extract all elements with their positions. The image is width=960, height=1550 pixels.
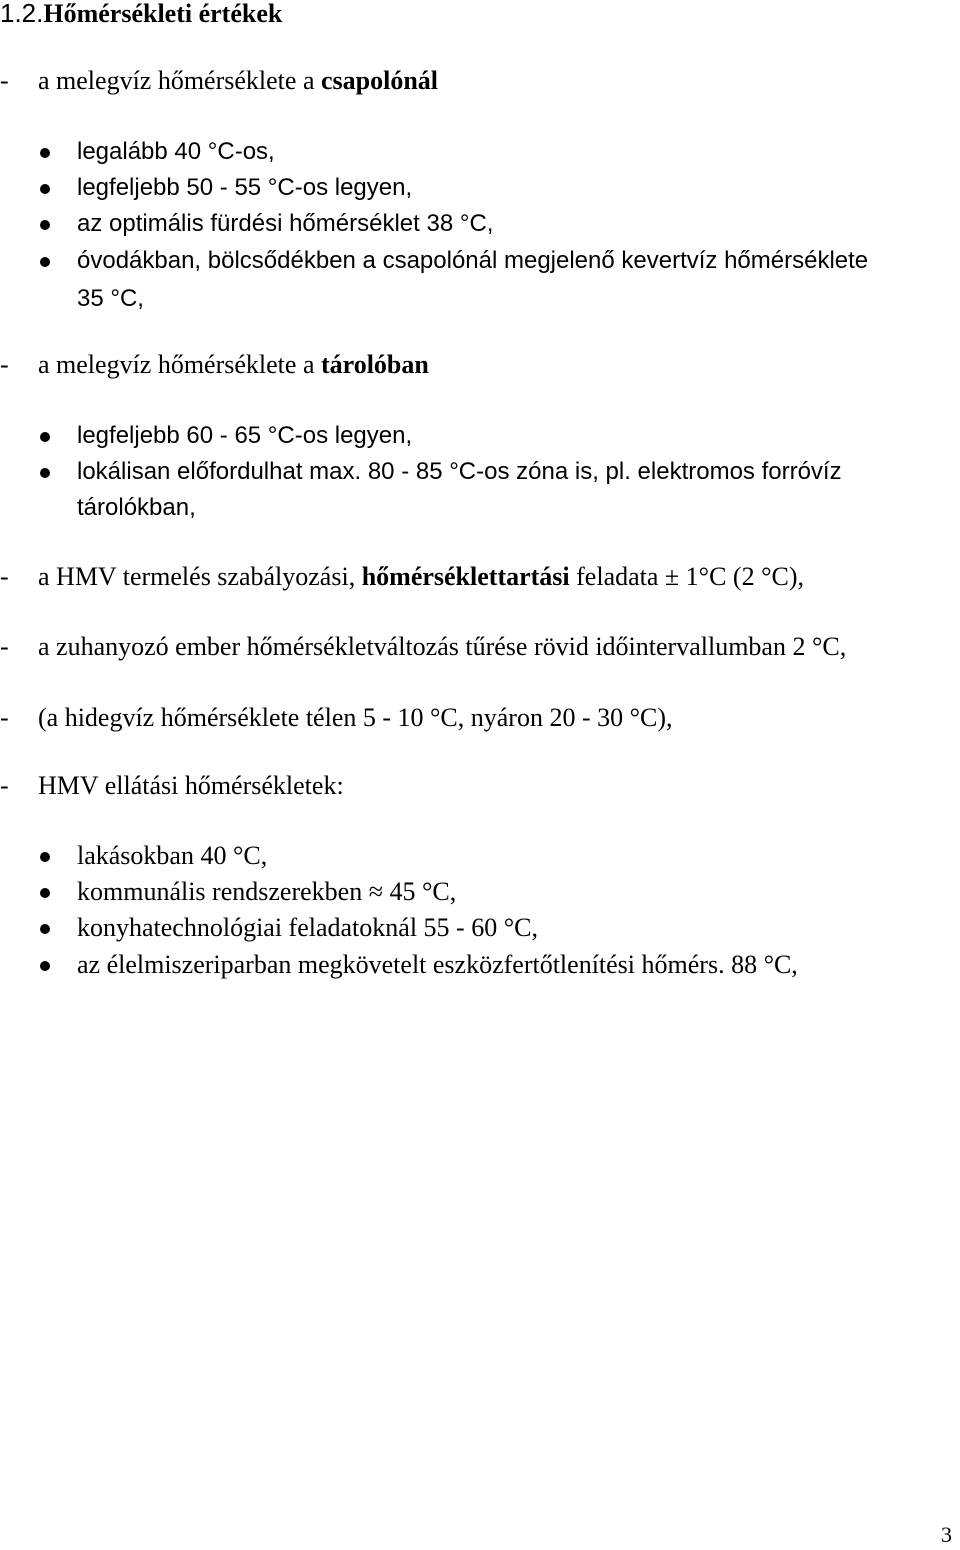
bullet-text: legfeljebb 50 - 55 °C-os legyen, xyxy=(77,174,413,201)
dash-item-bold: csapolónál xyxy=(320,66,439,95)
dash-marker: - xyxy=(0,562,9,591)
dash-item-text: a melegvíz hőmérséklete a xyxy=(38,350,321,379)
page-number: 3 xyxy=(941,1522,952,1547)
dash-marker: - xyxy=(0,771,9,800)
dash-item-text-end: feladata ± 1°C (2 °C), xyxy=(569,562,804,591)
bullet-text-cont: 35 °C, xyxy=(77,285,144,312)
bullet-text: legfeljebb 60 - 65 °C-os legyen, xyxy=(77,422,413,449)
dash-item-bold: tárolóban xyxy=(320,350,429,379)
bullet-dot xyxy=(40,924,50,934)
bullet-text-cont: tárolókban, xyxy=(77,494,196,521)
bullet-text: lokálisan előfordulhat max. 80 - 85 °C-os zóna is, pl. elektromos forróvíz xyxy=(77,458,842,485)
bullet-text: az élelmiszeriparban megkövetelt eszközfertőtlenítési hőmérs. 88 °C, xyxy=(77,950,798,979)
dash-marker: - xyxy=(0,632,9,661)
bullet-text: óvodákban, bölcsődékben a csapolónál megjelenő kevertvíz hőmérséklete xyxy=(77,247,869,274)
dash-marker: - xyxy=(0,66,9,95)
bullet-text: kommunális rendszerekben ≈ 45 °C, xyxy=(77,877,457,906)
bullet-dot xyxy=(40,257,50,267)
dash-item-bold: hőmérséklettartási xyxy=(361,562,570,591)
section-heading xyxy=(0,0,282,29)
section-title: Hőmérsékleti értékek xyxy=(43,0,283,28)
bullet-dot xyxy=(40,961,50,971)
dash-item-text: a zuhanyozó ember hőmérsékletváltozás tűrése rövid időintervallumban 2 °C, xyxy=(38,632,847,661)
section-number: 1.2. xyxy=(0,0,44,28)
bullet-dot xyxy=(40,852,50,862)
bullet-text: lakásokban 40 °C, xyxy=(77,841,268,870)
bullet-dot xyxy=(40,184,50,194)
bullet-dot xyxy=(40,432,50,442)
bullet-dot xyxy=(40,220,50,230)
dash-item-text: a melegvíz hőmérséklete a xyxy=(38,66,321,95)
dash-item-text: HMV ellátási hőmérsékletek: xyxy=(38,771,344,800)
bullet-dot xyxy=(40,148,50,158)
dash-marker: - xyxy=(0,350,9,379)
bullet-dot xyxy=(40,468,50,478)
bullet-text: az optimális fürdési hőmérséklet 38 °C, xyxy=(77,210,494,237)
dash-item-text: (a hidegvíz hőmérséklete télen 5 - 10 °C, nyáron 20 - 30 °C), xyxy=(38,703,673,732)
dash-item-text: a HMV termelés szabályozási, xyxy=(38,562,362,591)
bullet-text: konyhatechnológiai feladatoknál 55 - 60 °C, xyxy=(77,913,538,942)
dash-marker: - xyxy=(0,703,9,732)
bullet-text: legalább 40 °C-os, xyxy=(77,138,275,165)
bullet-dot xyxy=(40,888,50,898)
